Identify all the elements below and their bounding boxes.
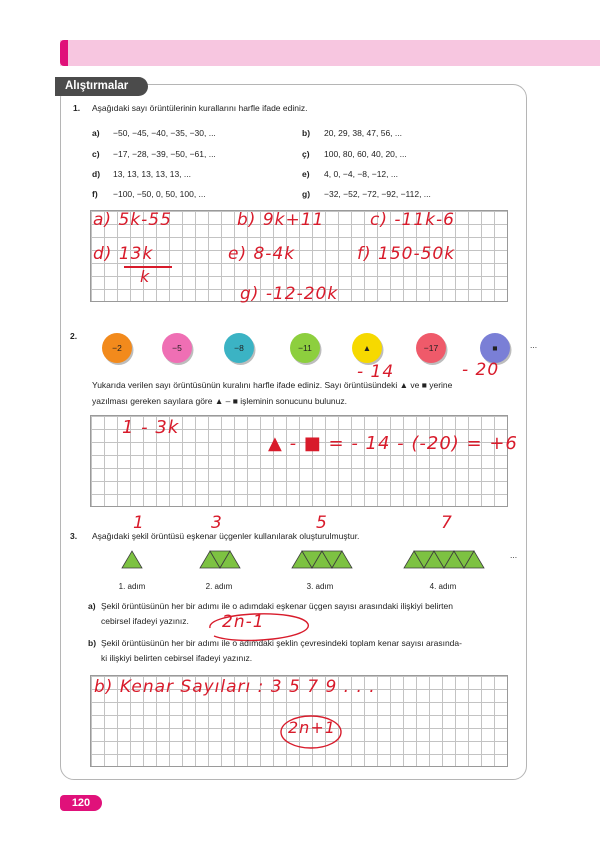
q3-b-label: b): [88, 638, 97, 648]
q1-item-label: b): [302, 128, 311, 138]
pattern-circle: −17: [416, 333, 446, 363]
q1-item-text: 20, 29, 38, 47, 56, ...: [324, 128, 402, 138]
q3-handwriting-3: 3: [211, 513, 223, 533]
q1-handwriting-d: d) 13k: [93, 244, 154, 264]
q1-item-label: d): [92, 169, 101, 179]
q2-handwriting-square-value: - 20: [462, 360, 500, 380]
q2-handwriting-triangle-value: - 14: [357, 362, 395, 382]
q2-handwriting-result: ▲ - ■ = - 14 - (-20) = +6: [268, 433, 518, 454]
q1-item-text: 4, 0, −4, −8, −12, ...: [324, 169, 398, 179]
q2-prompt-line2: yazılması gereken sayılara göre ▲ – ■ işleminin sonucunu bulunuz.: [92, 396, 347, 406]
q3-a-line2: cebirsel ifadeyi yazınız.: [101, 616, 189, 626]
q1-handwriting-b: b) 9k+11: [237, 210, 325, 230]
q3-handwriting-b: b) Kenar Sayıları : 3 5 7 9 . . .: [94, 677, 376, 697]
q1-item-label: ç): [302, 149, 310, 159]
q1-handwriting-a: a) 5k-55: [93, 210, 172, 230]
step-label: 2. adım: [205, 582, 233, 591]
pattern-circle: ■: [480, 333, 510, 363]
q3-handwriting-b-answer: 2n+1: [288, 718, 336, 737]
q2-handwriting-rule: 1 - 3k: [122, 417, 180, 438]
q1-item-text: −17, −28, −39, −50, −61, ...: [113, 149, 216, 159]
q1-item-label: a): [92, 128, 100, 138]
q3-handwriting-a: 2n-1: [222, 612, 265, 632]
q1-item-label: g): [302, 189, 311, 199]
q1-handwriting-f: f) 150-50k: [357, 244, 456, 264]
q3-ellipsis: ...: [510, 550, 518, 560]
q3-prompt: Aşağıdaki şekil örüntüsü eşkenar üçgenler kullanılarak oluşturulmuştur.: [92, 531, 360, 541]
q3-a-line1: Şekil örüntüsünün her bir adımı ile o adımdaki eşkenar üçgen sayısı arasındaki ilişkiyi belirten: [101, 601, 453, 611]
step-label: 4. adım: [429, 582, 457, 591]
q1-item-label: f): [92, 189, 98, 199]
q1-item-label: c): [92, 149, 100, 159]
page-number: 120: [60, 795, 102, 811]
q2-number: 2.: [70, 331, 78, 341]
step-label: 3. adım: [306, 582, 334, 591]
pattern-circle: −5: [162, 333, 192, 363]
pattern-circle: ▲: [352, 333, 382, 363]
q1-item-text: 13, 13, 13, 13, 13, ...: [113, 169, 191, 179]
step-label: 1. adım: [118, 582, 146, 591]
q1-handwriting-g: g) -12-20k: [240, 284, 339, 304]
q1-item-text: 100, 80, 60, 40, 20, ...: [324, 149, 407, 159]
pattern-triangle: [122, 551, 142, 568]
q3-b-line1: Şekil örüntüsünün her bir adımı ile o adımdaki şeklin çevresindeki toplam kenar sayısı arasında-: [101, 638, 462, 648]
q3-handwriting-7: 7: [441, 513, 453, 533]
q3-handwriting-1: 1: [133, 513, 145, 533]
q3-a-label: a): [88, 601, 96, 611]
q1-handwriting-e: e) 8-4k: [228, 244, 296, 264]
q1-handwriting-c: c) -11k-6: [370, 210, 455, 230]
q2-prompt-line1: Yukarıda verilen sayı örüntüsünün kuralını harfle ifade ediniz. Sayı örüntüsündeki ▲ ve ■ yerine: [92, 380, 453, 390]
pattern-circle: −8: [224, 333, 254, 363]
q1-item-label: e): [302, 169, 310, 179]
q3-handwriting-5: 5: [316, 513, 328, 533]
q3-number: 3.: [70, 531, 78, 541]
section-title: Alıştırmalar: [55, 77, 148, 96]
q1-item-text: −32, −52, −72, −92, −112, ...: [324, 189, 431, 199]
q1-handwriting-d-denominator: k: [140, 267, 151, 286]
pattern-circle: −11: [290, 333, 320, 363]
q3-b-line2: ki ilişkiyi belirten cebirsel ifadeyi yazınız.: [101, 653, 253, 663]
pattern-circle: −2: [102, 333, 132, 363]
q1-item-text: −100, −50, 0, 50, 100, ...: [113, 189, 206, 199]
q1-number: 1.: [73, 103, 81, 113]
q1-prompt: Aşağıdaki sayı örüntülerinin kurallarını harfle ifade ediniz.: [92, 103, 308, 113]
q1-item-text: −50, −45, −40, −35, −30, ...: [113, 128, 216, 138]
q2-ellipsis: ...: [530, 340, 538, 350]
